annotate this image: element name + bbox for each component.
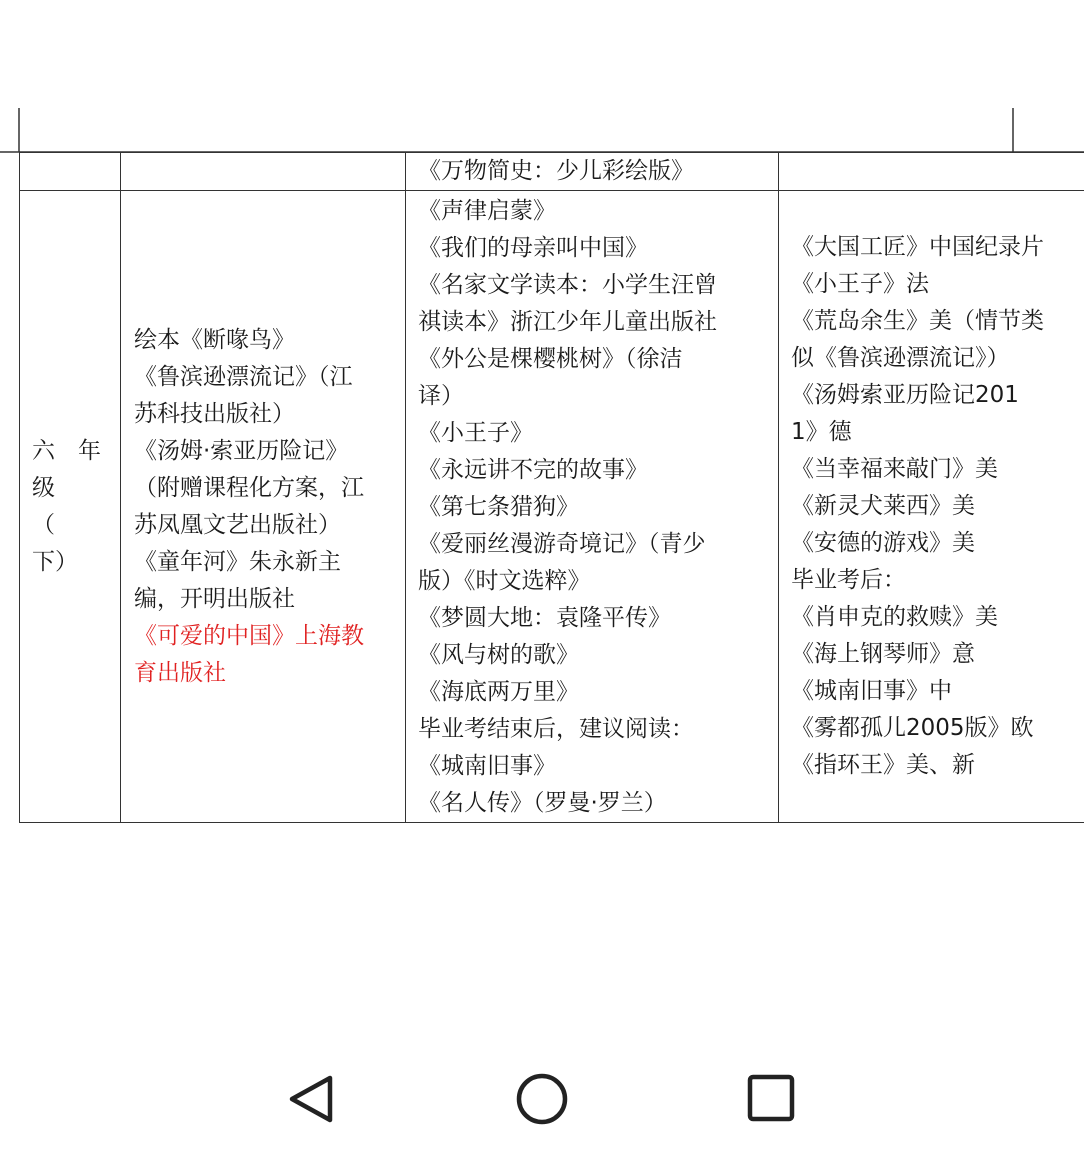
table-cell <box>779 153 1084 191</box>
list-item: 绘本《断喙鸟》 <box>134 326 295 353</box>
table-cell <box>406 153 779 191</box>
list-item: 《爱丽丝漫游奇境记》（青少 <box>418 531 706 557</box>
circle-home-icon <box>514 1072 570 1128</box>
square-recents-icon <box>744 1072 800 1128</box>
list-item: （附赠课程化方案，江 <box>134 474 364 501</box>
list-item: 《指环王》美、新 <box>791 752 975 778</box>
list-item: 毕业考后： <box>791 567 906 593</box>
textbook-list-cell <box>121 191 406 823</box>
list-item: 苏科技出版社） <box>134 400 295 427</box>
list-item: 《汤姆索亚历险记201 <box>791 382 1019 408</box>
table-row <box>20 153 1084 191</box>
grade-cell <box>20 191 121 823</box>
film-list-cell <box>779 191 1084 823</box>
list-item: 《我们的母亲叫中国》 <box>418 235 648 261</box>
list-item: 《小王子》 <box>418 420 533 446</box>
table-row <box>20 191 1084 823</box>
recents-button[interactable] <box>744 1072 800 1128</box>
list-item: 苏凤凰文艺出版社） <box>134 511 341 538</box>
list-item: 《荒岛余生》美（情节类 <box>791 308 1044 334</box>
film-list <box>779 229 1084 784</box>
list-item: 《名人传》（罗曼·罗兰） <box>418 790 667 816</box>
list-item: 育出版社 <box>134 659 226 686</box>
list-item: 《新灵犬莱西》美 <box>791 493 975 519</box>
list-item: 《海上钢琴师》意 <box>791 641 975 667</box>
home-button[interactable] <box>514 1072 570 1128</box>
grade-label: 六 年 级 （ 下） <box>32 437 101 575</box>
list-item: 《名家文学读本：小学生汪曾 <box>418 272 717 298</box>
list-item: 《雾都孤儿2005版》欧 <box>791 715 1034 741</box>
list-item: 《城南旧事》中 <box>791 678 952 704</box>
list-item: 《当幸福来敲门》美 <box>791 456 998 482</box>
list-item: 《小王子》法 <box>791 271 929 297</box>
list-item: 《风与树的歌》 <box>418 642 579 668</box>
list-item: 《梦圆大地：袁隆平传》 <box>418 605 671 631</box>
list-item: 《海底两万里》 <box>418 679 579 705</box>
table-cell <box>121 153 406 191</box>
reading-list-cell <box>406 191 779 823</box>
page-crop-marks <box>0 0 1084 160</box>
reading-list-table <box>19 152 1084 823</box>
book-title: 《万物简史：少儿彩绘版》 <box>418 158 694 184</box>
list-item: 《可爱的中国》上海教 <box>134 622 364 649</box>
list-item: 《声律启蒙》 <box>418 198 556 224</box>
list-item: 译） <box>418 383 464 409</box>
list-item: 版）《时文选粹》 <box>418 568 591 594</box>
list-item: 《永远讲不完的故事》 <box>418 457 648 483</box>
reading-list <box>406 191 778 822</box>
list-item: 《第七条猎狗》 <box>418 494 579 520</box>
list-item: 祺读本》浙江少年儿童出版社 <box>418 309 717 335</box>
triangle-back-icon <box>284 1072 340 1128</box>
list-item: 《城南旧事》 <box>418 753 556 779</box>
navigation-bar <box>0 1050 1084 1146</box>
list-item: 《童年河》朱永新主 <box>134 548 341 575</box>
list-item: 《外公是棵樱桃树》（徐洁 <box>418 346 683 372</box>
back-button[interactable] <box>284 1072 340 1128</box>
list-item: 《肖申克的救赎》美 <box>791 604 998 630</box>
list-item: 编，开明出版社 <box>134 585 295 612</box>
list-item: 似《鲁滨逊漂流记》） <box>791 345 1010 371</box>
textbook-list <box>121 322 405 692</box>
table-cell <box>20 153 121 191</box>
list-item: 1》德 <box>791 419 852 445</box>
list-item: 《鲁滨逊漂流记》（江 <box>134 363 353 390</box>
list-item: 《汤姆·索亚历险记》 <box>134 437 349 464</box>
list-item: 《大国工匠》中国纪录片 <box>791 234 1044 260</box>
list-item: 《安德的游戏》美 <box>791 530 975 556</box>
list-item: 毕业考结束后，建议阅读： <box>418 716 694 742</box>
